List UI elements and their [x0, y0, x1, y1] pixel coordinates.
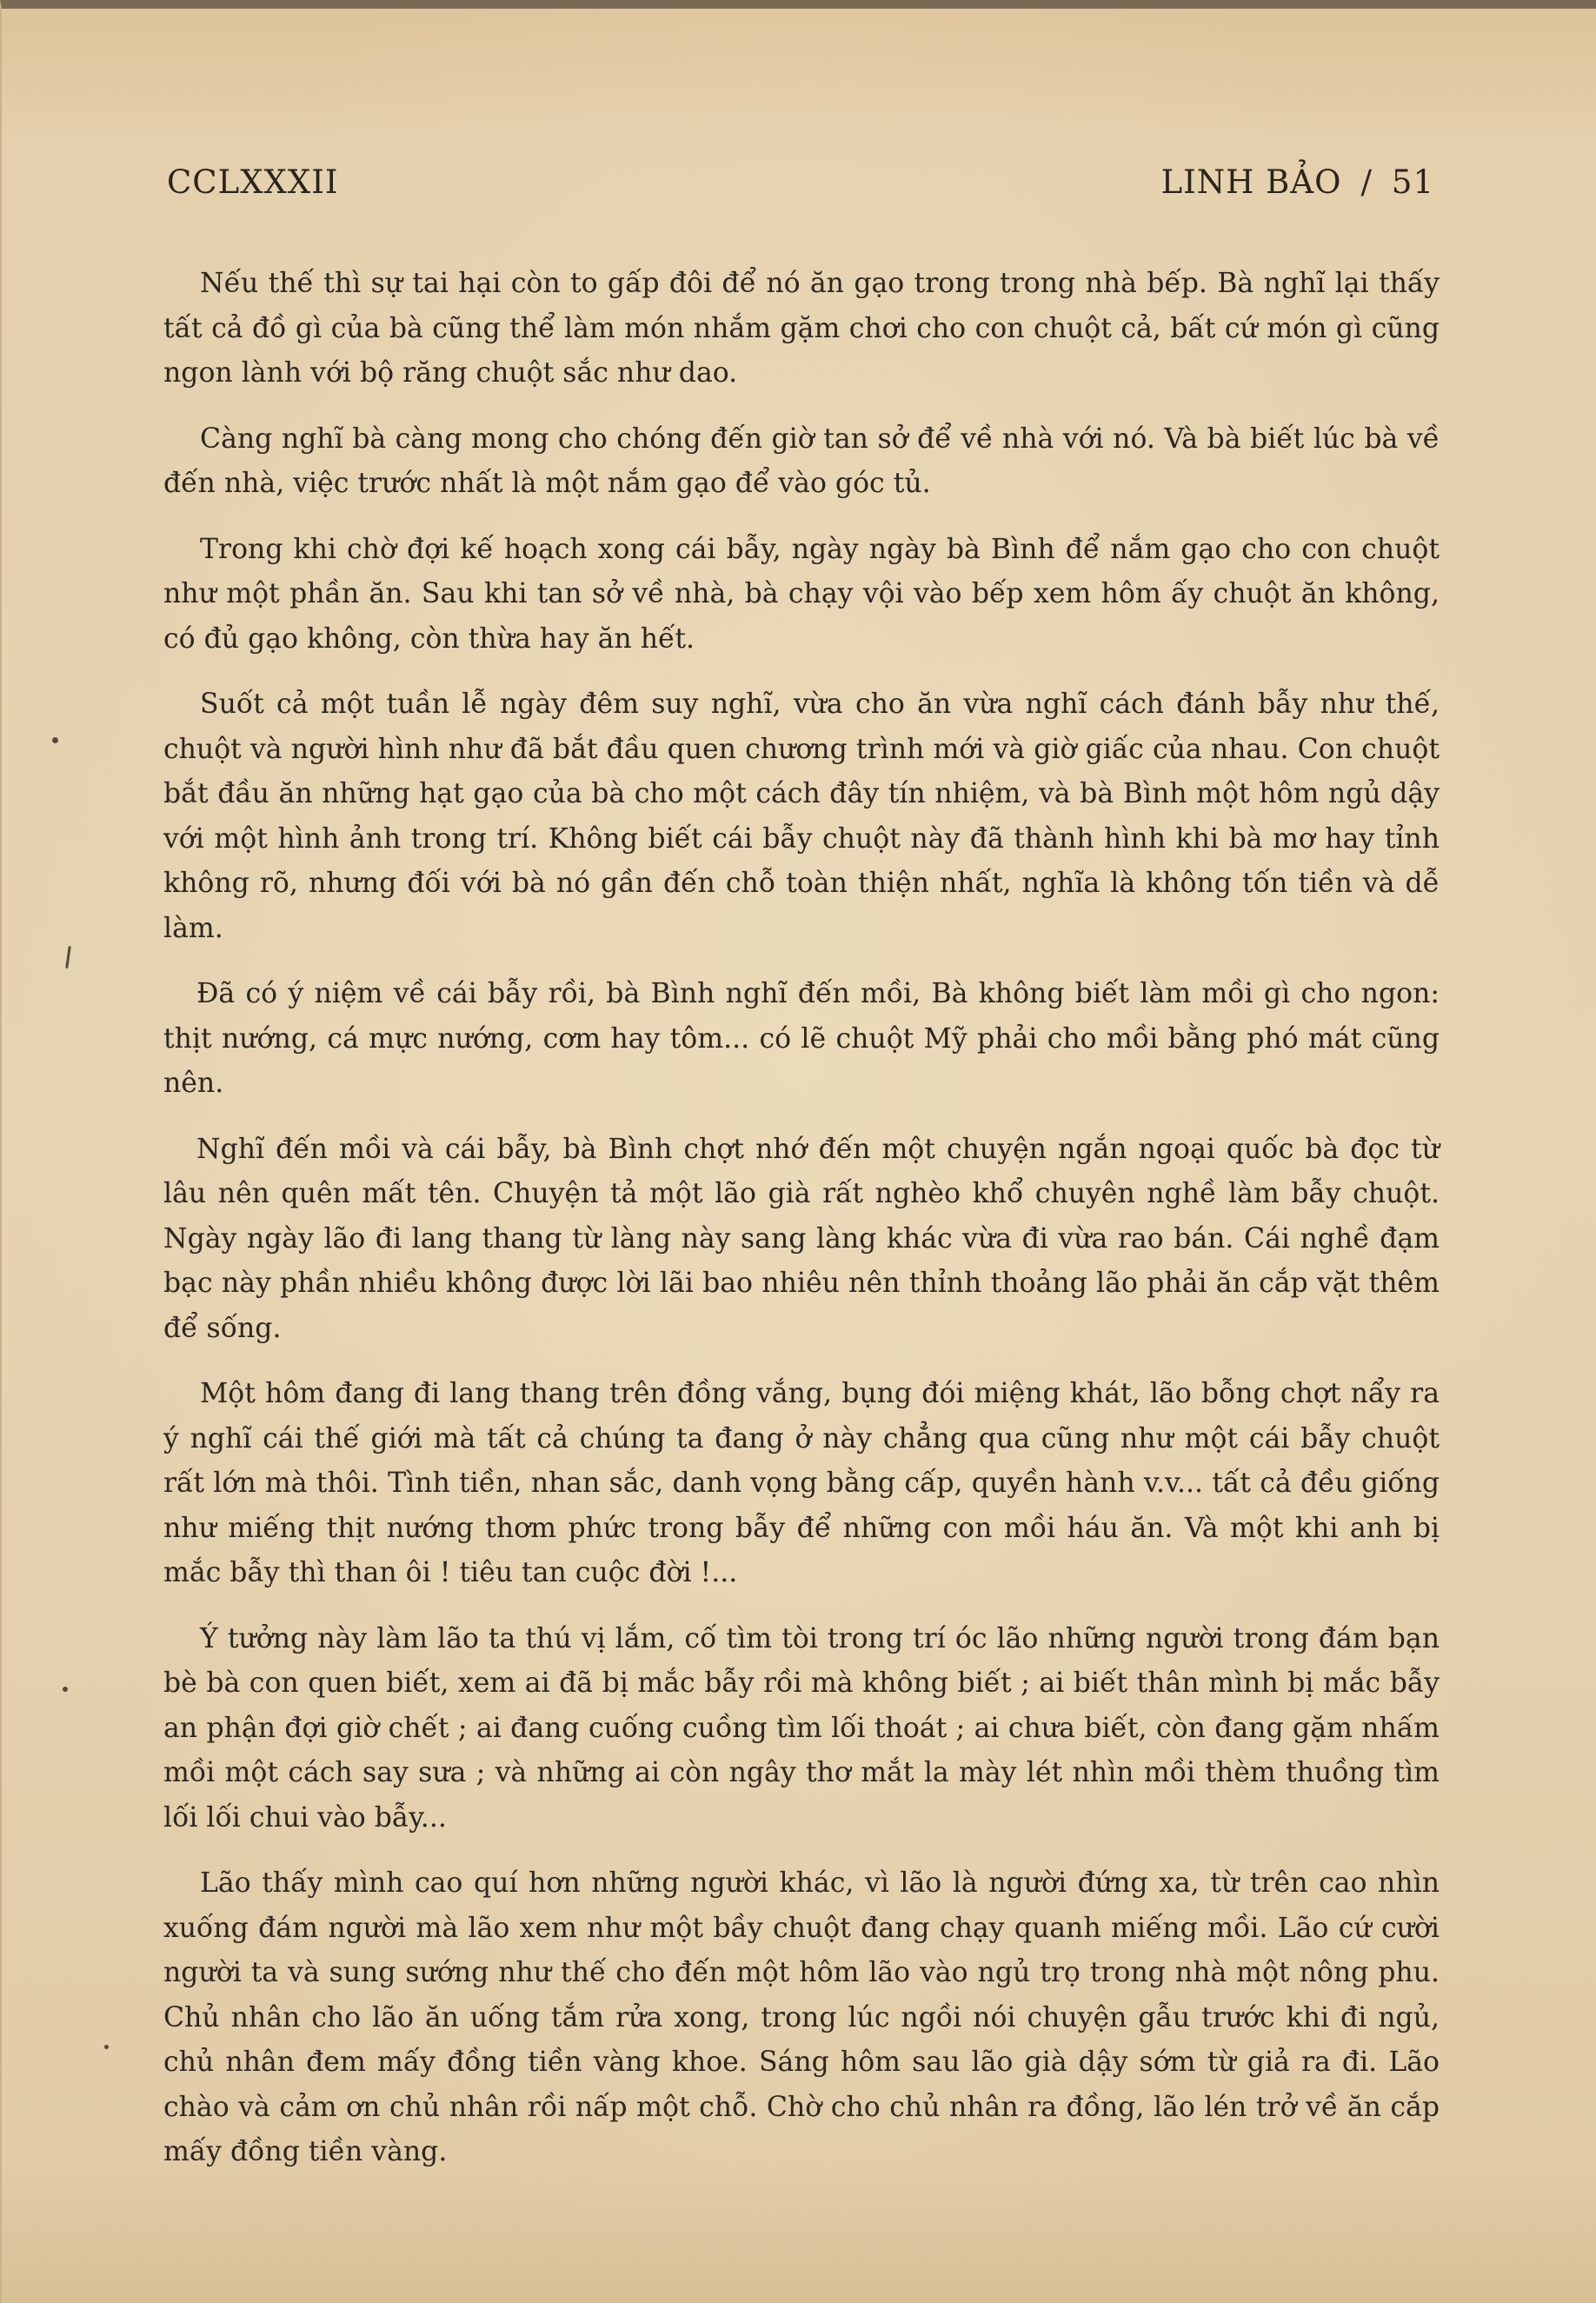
paragraph: Trong khi chờ đợi kế hoạch xong cái bẫy, ngày ngày bà Bình để nắm gạo cho con chuột như một phần ăn. Sau khi tan sở về nhà, bà chạy vội vào bếp xem hôm ấy chuột ăn không, có đủ gạo không, còn thừa hay ăn hết.	[163, 533, 1440, 655]
running-header	[1161, 163, 1434, 201]
paragraph: Đã có ý niệm về cái bẫy rồi, bà Bình nghĩ đến mồi, Bà không biết làm mồi gì cho ngon: thịt nướng, cá mực nướng, cơm hay tôm... có lẽ chuột Mỹ phải cho mồi bằng phó mát cũng nên.	[163, 978, 1440, 1099]
paragraph: Nếu thế thì sự tai hại còn to gấp đôi để nó ăn gạo trong trong nhà bếp. Bà nghĩ lại thấy tất cả đồ gì của bà cũng thể làm món nhắm gặm chơi cho con chuột cả, bất cứ món gì cũng ngon lành với bộ răng chuột sắc như dao.	[163, 268, 1440, 389]
magazine-title: LINH BẢO	[1160, 163, 1342, 201]
paper-speck	[104, 2045, 109, 2049]
article-body	[163, 262, 1440, 2196]
paper-speck	[65, 946, 71, 968]
header-separator: /	[1360, 163, 1373, 201]
paragraph: Ý tưởng này làm lão ta thú vị lắm, cố tìm tòi trong trí óc lão những người trong đám bạn bè bà con quen biết, xem ai đã bị mắc bẫy rồi mà không biết ; ai biết thân mình bị mắc bẫy an phận đợi giờ chết ; ai đang cuống cuồng tìm lối thoát ; ai chưa biết, còn đang gặm nhấm mồi một cách say sưa ; và những ai còn ngây thơ mắt la mày lét nhìn mồi thèm thuồng tìm lối lối chui vào bẫy...	[163, 1622, 1440, 1834]
paragraph: Suốt cả một tuần lễ ngày đêm suy nghĩ, vừa cho ăn vừa nghĩ cách đánh bẫy như thế, chuột và người hình như đã bắt đầu quen chương trình mới và giờ giấc của nhau. Con chuột bắt đầu ăn những hạt gạo của bà cho một cách đây tín nhiệm, và bà Bình một hôm ngủ dậy với một hình ảnh trong trí. Không biết cái bẫy chuột này đã thành hình khi bà mơ hay tỉnh không rõ, nhưng đối với bà nó gần đến chỗ toàn thiện nhất, nghĩa là không tốn tiền và dễ làm.	[163, 689, 1440, 944]
paper-speck	[52, 737, 58, 743]
paragraph: Lão thấy mình cao quí hơn những người khác, vì lão là người đứng xa, từ trên cao nhìn xuống đám người mà lão xem như một bầy chuột đang chạy quanh miếng mồi. Lão cứ cười người ta và sung sướng như thế cho đến một hôm lão vào ngủ trọ trong nhà một nông phu. Chủ nhân cho lão ăn uống tắm rửa xong, trong lúc ngồi nói chuyện gẫu trước khi đi ngủ, chủ nhân đem mấy đồng tiền vàng khoe. Sáng hôm sau lão già dậy sớm từ giả ra đi. Lão chào và cảm ơn chủ nhân rồi nấp một chỗ. Chờ cho chủ nhân ra đồng, lão lén trở về ăn cắp mấy đồng tiền vàng.	[163, 1867, 1440, 2167]
paper-speck	[63, 1687, 68, 1692]
paragraph: Càng nghĩ bà càng mong cho chóng đến giờ tan sở để về nhà với nó. Và bà biết lúc bà về đến nhà, việc trước nhất là một nắm gạo để vào góc tủ.	[163, 423, 1440, 499]
paragraph: Nghĩ đến mồi và cái bẫy, bà Bình chợt nhớ đến một chuyện ngắn ngoại quốc bà đọc từ lâu nên quên mất tên. Chuyện tả một lão già rất nghèo khổ chuyên nghề làm bẫy chuột. Ngày ngày lão đi lang thang từ làng này sang làng khác vừa đi vừa rao bán. Cái nghề đạm bạc này phần nhiều không được lời lãi bao nhiêu nên thỉnh thoảng lão phải ăn cắp vặt thêm để sống.	[163, 1133, 1440, 1344]
paragraph: Một hôm đang đi lang thang trên đồng vắng, bụng đói miệng khát, lão bỗng chợt nẩy ra ý nghĩ cái thế giới mà tất cả chúng ta đang ở này chẳng qua cũng như một cái bẫy chuột rất lớn mà thôi. Tình tiền, nhan sắc, danh vọng bằng cấp, quyền hành v.v... tất cả đều giống như miếng thịt nướng thơm phức trong bẫy để những con mồi háu ăn. Và một khi anh bị mắc bẫy thì than ôi ! tiêu tan cuộc đời !...	[163, 1378, 1440, 1588]
chapter-number: CCLXXXII	[167, 163, 339, 201]
page-number: 51	[1391, 163, 1434, 201]
page-header	[167, 163, 1434, 207]
